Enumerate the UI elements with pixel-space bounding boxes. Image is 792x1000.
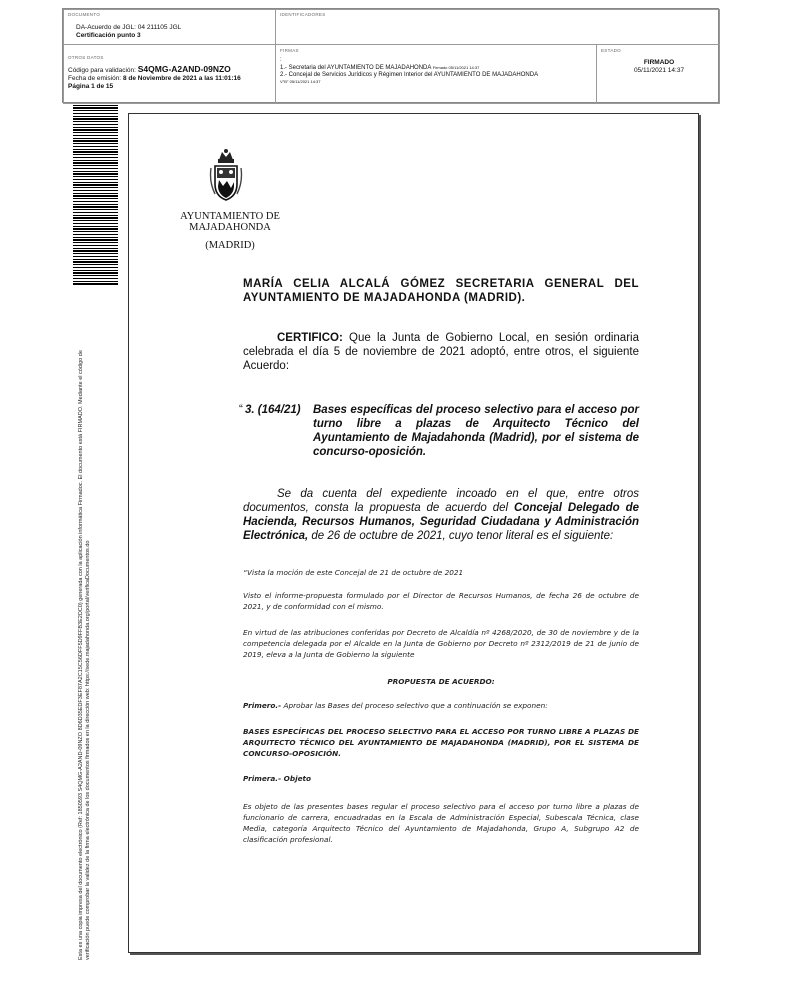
estado-value: FIRMADO (643, 59, 675, 66)
primero-label: Primero.- (243, 701, 282, 710)
coat-of-arms-icon (209, 148, 243, 204)
intro-bold: Concejal Delegado de Hacienda, Recursos Humanos, Seguridad Ciudadana y Administración Electrónica, (243, 502, 639, 542)
item-number: 3. (164/21) (245, 404, 301, 416)
propuesta-heading: PROPUESTA DE ACUERDO: (387, 677, 495, 686)
fecha-value: 8 de Noviembre de 2021 a las 11:01:16 (122, 75, 241, 82)
bases-title: BASES ESPECÍFICAS DEL PROCESO SELECTIVO PARA EL ACCESO POR TURNO LIBRE A PLAZAS DE ARQUITECTO TÉCNICO DEL AYUNTAMIENTO DE MAJADAHONDA (MADRID), POR EL SISTEMA DE CONCURSO-OPOSICIÓN. (243, 727, 639, 758)
certifico-label: CERTIFICO: (277, 332, 343, 344)
verification-side-text (78, 300, 92, 960)
documento-cell (63, 9, 276, 45)
documento-line1: DA-Acuerdo de JGL: 04 211105 JGL (76, 24, 182, 31)
estado-label: ESTADO (601, 48, 621, 53)
side-text-line2: verificación puede comprobar la validez de la firma electrónica de los documentos firmados en la dirección web: https://sede.majadahonda.org/portal/verificaDocumentos.do (85, 540, 91, 960)
fecha-label: Fecha de emisión: (68, 75, 122, 82)
otros-label: OTROS DATOS (68, 55, 104, 60)
item-quote: “ (239, 404, 243, 416)
letterhead-line1: AYUNTAMIENTO DE (180, 211, 280, 222)
codigo-value: S4QMG-A2AND-09NZO (137, 64, 231, 74)
firmas-cell (275, 44, 597, 104)
codigo-label: Código para validación: (68, 67, 136, 74)
identificadores-cell (275, 9, 720, 45)
p1: “Vista la moción de este Concejal de 21 de octubre de 2021 (243, 568, 464, 577)
intro-paragraph (243, 487, 639, 543)
documento-label: DOCUMENTO (68, 12, 101, 17)
firma1: 1.- Secretaria del AYUNTAMIENTO DE MAJADAHONDA (280, 65, 432, 71)
firmas-dot: : (280, 57, 282, 63)
pagina: Página 1 de 15 (68, 83, 114, 90)
letterhead-line2: MAJADAHONDA (189, 222, 271, 233)
primero-text: Aprobar las Bases del proceso selectivo que a continuación se exponen: (281, 701, 548, 710)
primero-paragraph (243, 700, 639, 711)
objeto-text: Es objeto de las presentes bases regular el proceso selectivo para el acceso por turno libre a plazas de funcionario de carrera, encuadradas en la Escala de Administración Especial, Subescala Técnica, clase Media, categoría Arquitecto Técnico del Ayuntamiento de Majadahonda, Grupo A, Subgrupo A2 de clasificación profesional. (243, 802, 639, 844)
firma1-stamp: Firmado 05/11/2021 14:37 (432, 65, 480, 70)
letterhead (175, 211, 285, 251)
objeto-heading: Primera.- Objeto (243, 774, 312, 783)
certifico-text: Que la Junta de Gobierno Local, en sesión ordinaria celebrada el día 5 de noviembre de 2021 adoptó, entre otros, el siguiente Acuerdo: (243, 332, 639, 372)
estado-date: 05/11/2021 14:37 (633, 67, 685, 74)
firma2-stamp: V°B° 05/11/2021 14:37 (280, 79, 321, 84)
heading: MARÍA CELIA ALCALÁ GÓMEZ SECRETARIA GENERAL DEL AYUNTAMIENTO DE MAJADAHONDA (MADRID). (243, 278, 639, 304)
p2: Visto el informe-propuesta formulado por el Director de Recursos Humanos, de fecha 26 de octubre de 2021, y de conformidad con el mismo. (243, 591, 639, 611)
signature-header (62, 8, 719, 103)
p3: En virtud de las atribuciones conferidas por Decreto de Alcaldía nº 4268/2020, de 30 de noviembre y de la competencia delegada por el Alcalde en la Junta de Gobierno por Decreto nº 2312/2019 de 21 de junio de 2019, eleva a la Junta de Gobierno la siguiente (243, 628, 639, 659)
certifico-paragraph (243, 331, 639, 373)
firmas-label: FIRMAS (280, 48, 299, 53)
intro-text-1: Se da cuenta del expediente incoado en el que, entre otros documentos, consta la propuesta de acuerdo del (243, 488, 639, 514)
intro-text-2: de 26 de octubre de 2021, cuyo tenor literal es el siguiente: (308, 530, 614, 542)
documento-line2: Certificación punto 3 (76, 32, 141, 39)
side-text-line1: Esta es una copia impresa del documento electrónico (Ref: 1850593 S4QMG-A2AND-09NZO 8D6D35EDF3EF87A2C15C56DFF5D9FFB3E2DC0) generada con la aplicación informática Firmadoc. El documento está FIRMADO. Mediante el código de (78, 350, 84, 960)
otros-datos-cell (63, 44, 276, 104)
estado-cell (596, 44, 720, 104)
identificadores-label: IDENTIFICADORES (280, 12, 326, 17)
firma2: 2.- Concejal de Servicios Jurídicos y Régimen Interior del AYUNTAMIENTO DE MAJADAHONDA (280, 72, 539, 78)
letterhead-line3: (MADRID) (205, 240, 255, 251)
agenda-item (239, 403, 639, 459)
item-title: Bases específicas del proceso selectivo para el acceso por turno libre a plazas de Arquitecto Técnico del Ayuntamiento de Majadahonda (Madrid), por el sistema de concurso-oposición. (313, 404, 639, 458)
barcode (73, 105, 118, 285)
